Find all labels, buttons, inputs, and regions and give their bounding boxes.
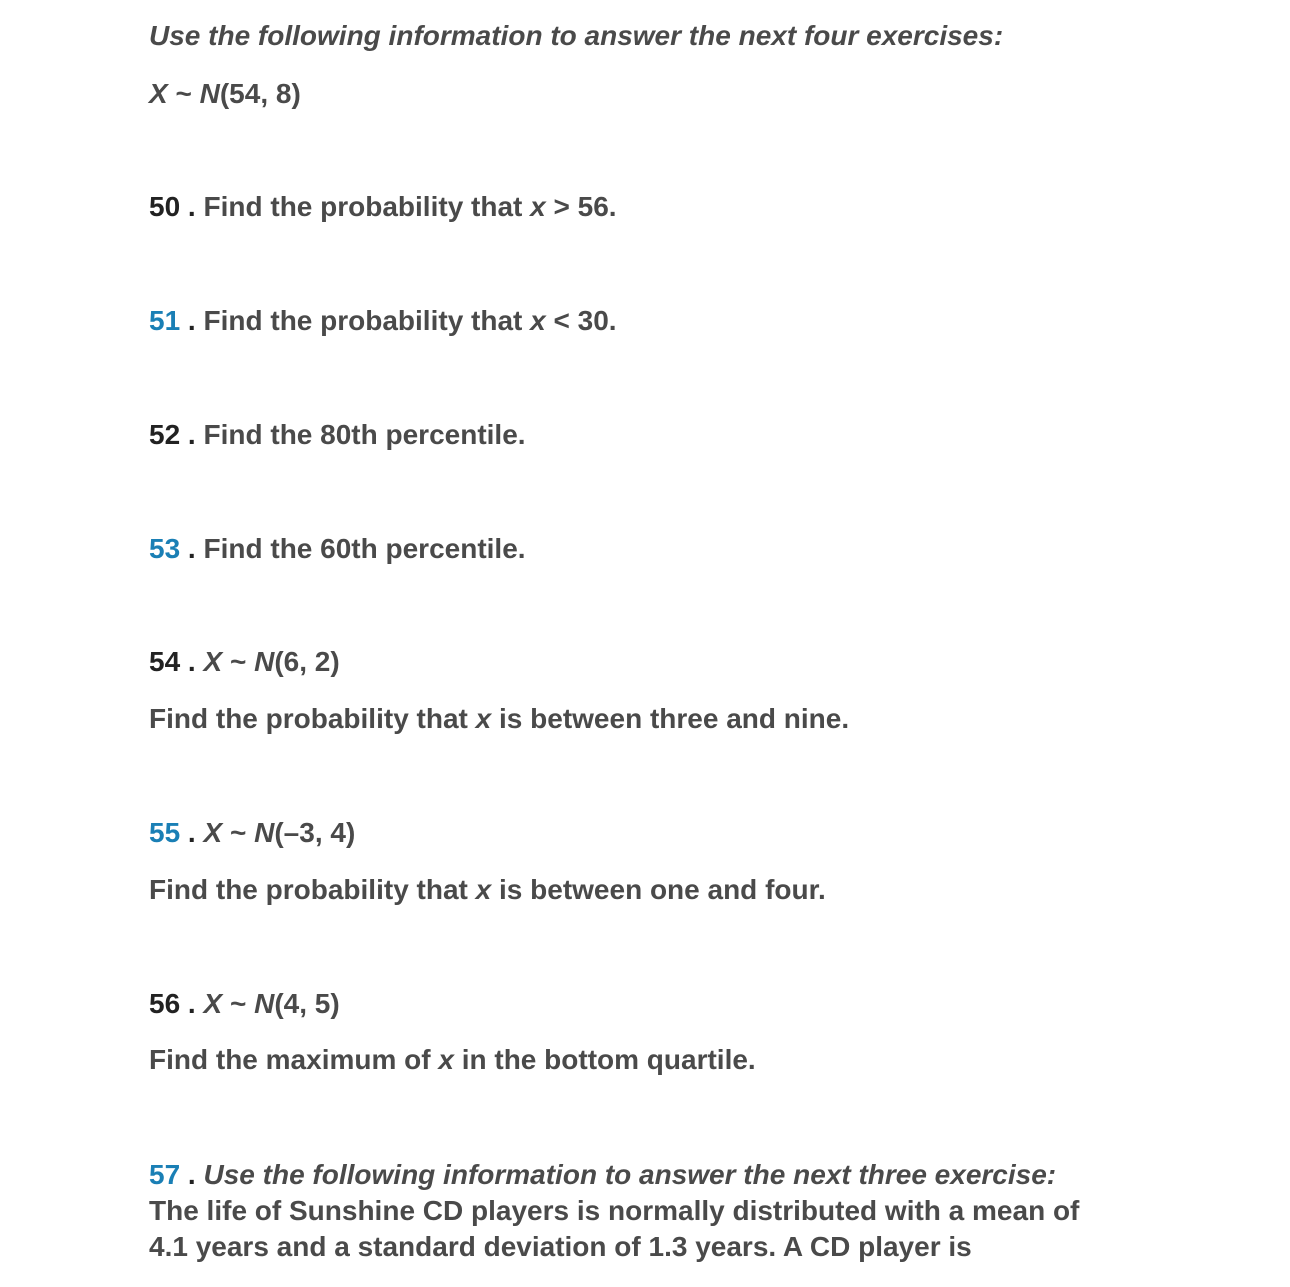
exercise-57 bbox=[149, 1157, 1056, 1193]
distribution-params: (–3, 4) bbox=[274, 817, 356, 848]
exercise-text: Find the 80th percentile. bbox=[203, 419, 526, 450]
tilde: ~ bbox=[222, 646, 255, 677]
normal-letter: N bbox=[199, 78, 220, 109]
exercise-text: Find the probability that bbox=[203, 191, 531, 222]
exercise-number-link[interactable]: 55 bbox=[149, 817, 181, 848]
separator: . bbox=[180, 305, 204, 336]
exercise-number[interactable]: 50 bbox=[149, 191, 181, 222]
question-text-rest: is between one and four. bbox=[491, 874, 826, 905]
question-text: Find the probability that bbox=[149, 703, 476, 734]
separator: . bbox=[180, 419, 204, 450]
distribution-var: X bbox=[203, 817, 223, 848]
distribution-var: X bbox=[203, 988, 223, 1019]
intro-distribution bbox=[149, 76, 301, 112]
exercise-56-question bbox=[149, 1042, 756, 1078]
exercise-51 bbox=[149, 303, 617, 339]
exercise-53 bbox=[149, 531, 526, 567]
exercise-54-question bbox=[149, 701, 849, 737]
tilde: ~ bbox=[222, 817, 255, 848]
separator: . bbox=[180, 817, 204, 848]
separator: . bbox=[180, 533, 204, 564]
normal-letter: N bbox=[254, 988, 275, 1019]
separator: . bbox=[180, 191, 204, 222]
exercise-heading: Use the following information to answer the next three exercise: bbox=[203, 1159, 1057, 1190]
exercise-55 bbox=[149, 815, 355, 851]
exercise-number-link[interactable]: 57 bbox=[149, 1159, 181, 1190]
exercise-text: Find the probability that bbox=[203, 305, 531, 336]
exercise-number-link[interactable]: 53 bbox=[149, 533, 181, 564]
normal-letter: N bbox=[254, 646, 275, 677]
variable: x bbox=[530, 191, 546, 222]
separator: . bbox=[180, 646, 204, 677]
question-text: Find the maximum of bbox=[149, 1044, 439, 1075]
exercise-57-line1: The life of Sunshine CD players is normally distributed with a mean of bbox=[149, 1195, 1080, 1226]
tilde: ~ bbox=[167, 78, 200, 109]
variable: x bbox=[475, 874, 492, 905]
exercise-text-rest: > 56. bbox=[545, 191, 617, 222]
variable: x bbox=[530, 305, 546, 336]
intro-heading: Use the following information to answer the next four exercises: bbox=[149, 20, 1004, 51]
distribution-params: (6, 2) bbox=[274, 646, 340, 677]
separator: . bbox=[180, 988, 204, 1019]
exercise-number[interactable]: 52 bbox=[149, 419, 181, 450]
tilde: ~ bbox=[222, 988, 255, 1019]
distribution-var: X bbox=[149, 78, 168, 109]
exercise-55-question bbox=[149, 872, 826, 908]
normal-letter: N bbox=[254, 817, 275, 848]
exercise-57-line2: 4.1 years and a standard deviation of 1.3 years. A CD player is bbox=[149, 1231, 972, 1262]
distribution-var: X bbox=[203, 646, 223, 677]
variable: x bbox=[438, 1044, 454, 1075]
exercise-number[interactable]: 54 bbox=[149, 646, 181, 677]
exercise-52 bbox=[149, 417, 526, 453]
exercise-54 bbox=[149, 644, 340, 680]
exercise-number-link[interactable]: 51 bbox=[149, 305, 181, 336]
question-text-rest: in the bottom quartile. bbox=[453, 1044, 756, 1075]
exercise-text: Find the 60th percentile. bbox=[203, 533, 526, 564]
question-text: Find the probability that bbox=[149, 874, 476, 905]
exercise-text-rest: < 30. bbox=[545, 305, 617, 336]
separator: . bbox=[180, 1159, 204, 1190]
variable: x bbox=[475, 703, 492, 734]
distribution-params: (4, 5) bbox=[274, 988, 340, 1019]
question-text-rest: is between three and nine. bbox=[491, 703, 850, 734]
exercise-50 bbox=[149, 189, 617, 225]
distribution-params: (54, 8) bbox=[219, 78, 301, 109]
exercise-number[interactable]: 56 bbox=[149, 988, 181, 1019]
exercise-56 bbox=[149, 986, 340, 1022]
